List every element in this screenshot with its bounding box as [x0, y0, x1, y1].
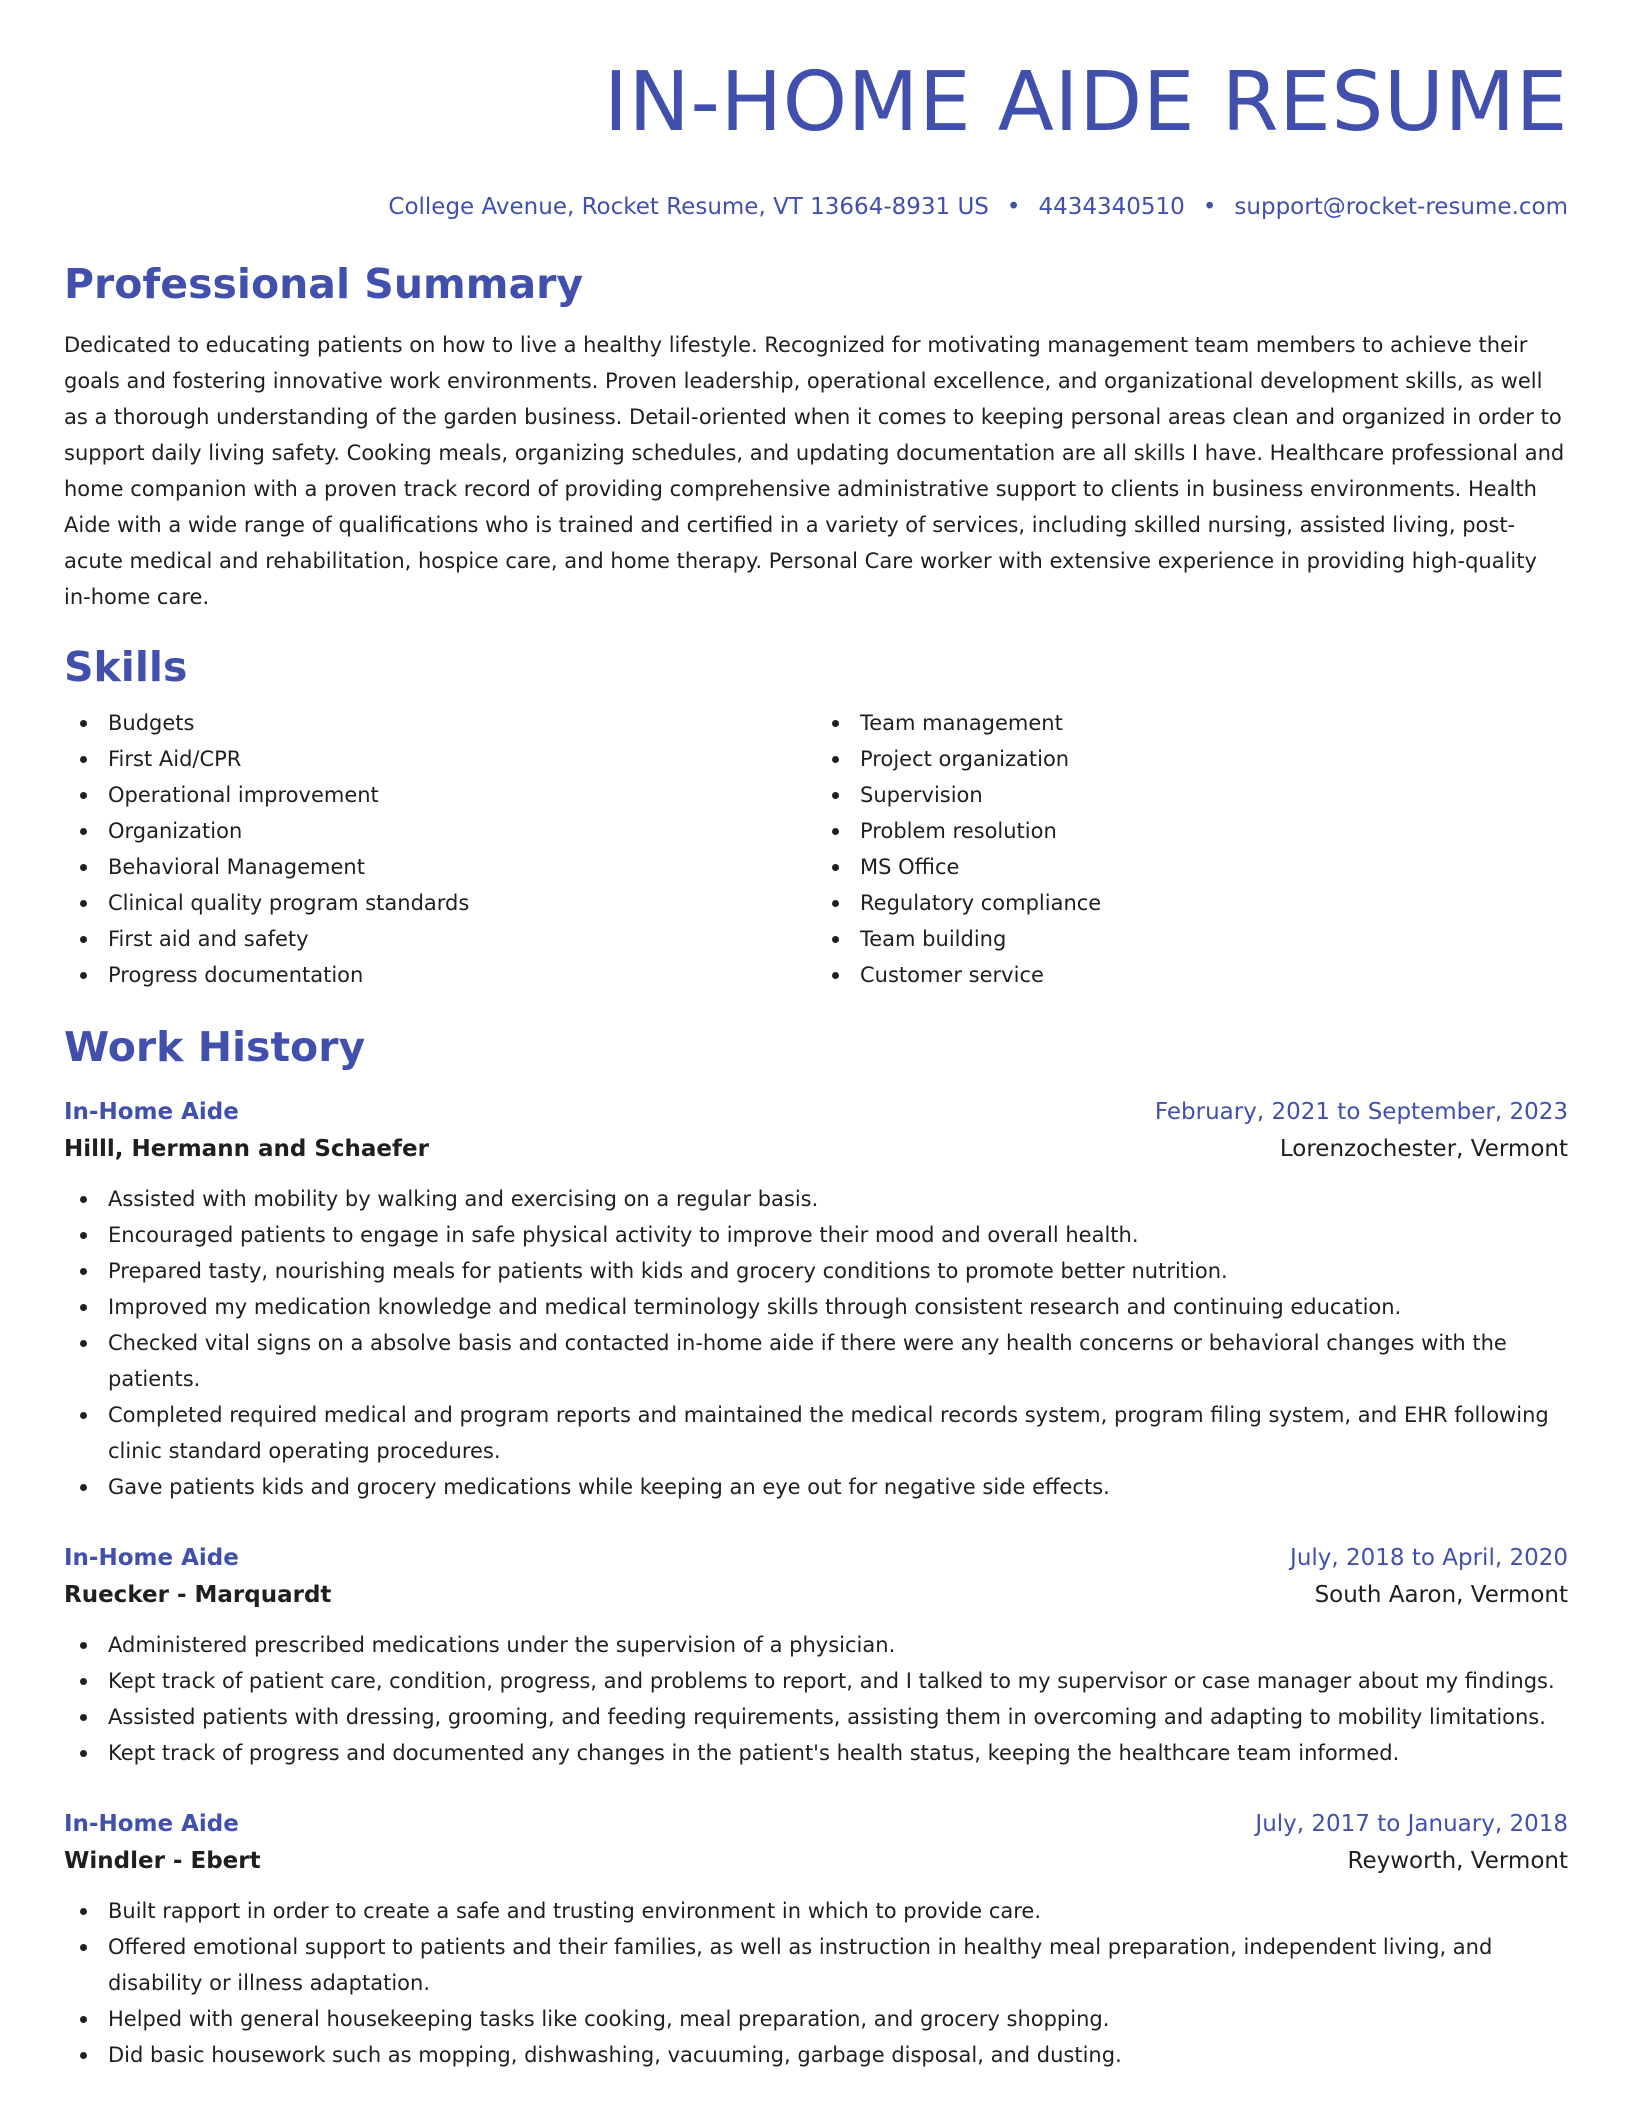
skill-item: Team building [860, 921, 1568, 957]
job-role: In-Home Aide [64, 1811, 239, 1837]
job-dates: July, 2018 to April, 2020 [1290, 1545, 1568, 1571]
job-entry [64, 1807, 1568, 2073]
skill-item: Customer service [860, 957, 1568, 993]
job-bullet: Checked vital signs on a absolve basis and contacted in-home aide if there were any health concerns or behavioral changes with the patients. [108, 1325, 1568, 1397]
job-location: Reyworth, Vermont [1347, 1848, 1568, 1874]
job-bullet: Kept track of patient care, condition, progress, and problems to report, and I talked to my supervisor or case manager about my findings. [108, 1663, 1568, 1699]
skill-item: MS Office [860, 849, 1568, 885]
summary-text: Dedicated to educating patients on how to live a healthy lifestyle. Recognized for motivating management team members to achieve their goals and fostering innovative work environments. Proven leadership, operational excellence, and organizational development skills, as well as a thorough understanding of the garden business. Detail-oriented when it comes to keeping personal areas clean and organized in order to support daily living safety. Cooking meals, organizing schedules, and updating documentation are all skills I have. Healthcare professional and home companion with a proven track record of providing comprehensive administrative support to clients in business environments. Health Aide with a wide range of qualifications who is trained and certified in a variety of services, including skilled nursing, assisted living, post-acute medical and rehabilitation, hospice care, and home therapy. Personal Care worker with extensive experience in providing high-quality in-home care. [64, 333, 1565, 609]
skill-item: First aid and safety [108, 921, 816, 957]
job-location: Lorenzochester, Vermont [1279, 1136, 1568, 1162]
job-bullet: Built rapport in order to create a safe and trusting environment in which to provide care. [108, 1893, 1568, 1929]
contact-address: College Avenue, Rocket Resume, VT 13664-8931 US [388, 194, 989, 220]
job-company: Ruecker - Marquardt [64, 1582, 332, 1608]
contact-separator: • [1006, 194, 1021, 220]
skills-column-left [64, 705, 816, 993]
job-bullets [64, 1181, 1568, 1505]
job-bullet: Gave patients kids and grocery medications while keeping an eye out for negative side effects. [108, 1469, 1568, 1505]
work-history-heading: Work History [64, 1023, 366, 1071]
job-bullet: Assisted with mobility by walking and exercising on a regular basis. [108, 1181, 1568, 1217]
job-header [64, 1541, 1568, 1575]
job-subheader [64, 1841, 1568, 1881]
job-bullet: Offered emotional support to patients and their families, as well as instruction in healthy meal preparation, independent living, and disability or illness adaptation. [108, 1929, 1568, 2001]
contact-phone: 4434340510 [1038, 194, 1185, 220]
job-entry [64, 1095, 1568, 1505]
job-bullet: Encouraged patients to engage in safe physical activity to improve their mood and overall health. [108, 1217, 1568, 1253]
skill-item: Behavioral Management [108, 849, 816, 885]
job-company: Hilll, Hermann and Schaefer [64, 1136, 429, 1162]
job-subheader [64, 1129, 1568, 1169]
skill-item: Organization [108, 813, 816, 849]
skill-item: Regulatory compliance [860, 885, 1568, 921]
job-bullets [64, 1893, 1568, 2073]
contact-email: support@rocket-resume.com [1234, 194, 1568, 220]
resume-title: IN-HOME AIDE RESUME [603, 55, 1568, 150]
job-dates: February, 2021 to September, 2023 [1154, 1099, 1568, 1125]
skill-item: Supervision [860, 777, 1568, 813]
job-entry [64, 1541, 1568, 1771]
job-header [64, 1807, 1568, 1841]
job-bullet: Did basic housework such as mopping, dishwashing, vacuuming, garbage disposal, and dusting. [108, 2037, 1568, 2073]
skill-item: Clinical quality program standards [108, 885, 816, 921]
job-bullet: Completed required medical and program reports and maintained the medical records system, program filing system, and EHR following clinic standard operating procedures. [108, 1397, 1568, 1469]
job-bullet: Prepared tasty, nourishing meals for patients with kids and grocery conditions to promote better nutrition. [108, 1253, 1568, 1289]
skill-item: First Aid/CPR [108, 741, 816, 777]
job-bullet: Kept track of progress and documented any changes in the patient's health status, keeping the healthcare team informed. [108, 1735, 1568, 1771]
skill-item: Team management [860, 705, 1568, 741]
skill-item: Progress documentation [108, 957, 816, 993]
job-bullet: Improved my medication knowledge and medical terminology skills through consistent research and continuing education. [108, 1289, 1568, 1325]
contact-line [64, 192, 1568, 222]
job-bullet: Assisted patients with dressing, grooming, and feeding requirements, assisting them in overcoming and adapting to mobility limitations. [108, 1699, 1568, 1735]
summary-heading: Professional Summary [64, 260, 584, 308]
skills-column-right [816, 705, 1568, 993]
job-bullet: Helped with general housekeeping tasks like cooking, meal preparation, and grocery shopping. [108, 2001, 1568, 2037]
job-subheader [64, 1575, 1568, 1615]
skills-list [64, 705, 1568, 993]
contact-separator: • [1202, 194, 1217, 220]
skill-item: Budgets [108, 705, 816, 741]
job-bullet: Administered prescribed medications under the supervision of a physician. [108, 1627, 1568, 1663]
job-company: Windler - Ebert [64, 1848, 261, 1874]
skill-item: Problem resolution [860, 813, 1568, 849]
job-bullets [64, 1627, 1568, 1771]
skill-item: Operational improvement [108, 777, 816, 813]
job-dates: July, 2017 to January, 2018 [1255, 1811, 1568, 1837]
skill-item: Project organization [860, 741, 1568, 777]
job-header [64, 1095, 1568, 1129]
job-role: In-Home Aide [64, 1545, 239, 1571]
job-role: In-Home Aide [64, 1099, 239, 1125]
skills-heading: Skills [64, 643, 188, 691]
job-location: South Aaron, Vermont [1314, 1582, 1568, 1608]
